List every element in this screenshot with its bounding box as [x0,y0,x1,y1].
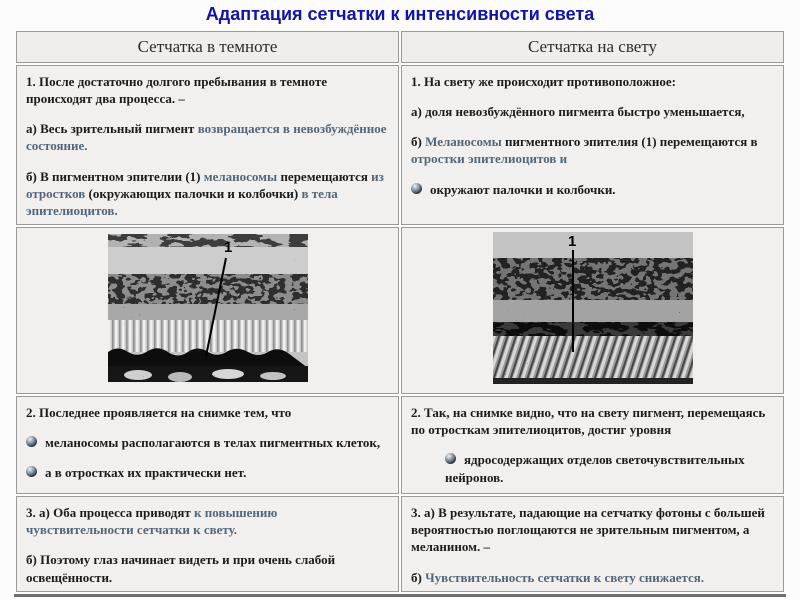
paragraph [26,73,388,107]
figure-label-1: 1 [223,239,232,257]
cell-light-micrograph [401,227,784,394]
text-run: перемещаются [277,168,372,184]
text-run: меланосомы располагаются в телах пигментных клеток, [45,435,381,451]
text-run: 2. Последнее проявляется на снимке тем, что [26,405,292,421]
paragraph [411,73,773,90]
paragraph [411,133,773,167]
retina-dark-micrograph [108,234,308,382]
paragraph [411,404,773,438]
paragraph [411,103,773,120]
adaptation-table [14,29,786,597]
text-run: в тела эпителиоцитов. [26,185,338,218]
bullet-item [411,181,773,198]
page-title: Адаптация сетчатки к интенсивности света [205,4,595,24]
text-run: 3. а) В результате, падающие на сетчатку фотоны с большей вероятностью поглощаются не зрительным пигментом, а меланином. – [411,505,765,555]
cell-dark-micrograph [16,227,399,394]
bullet-icon [445,453,456,464]
text-run: б) В пигментном эпителии (1) [26,168,204,184]
text-run: возвращается в невозбуждённое состояние. [26,121,387,154]
text-run: б) [411,134,426,150]
text-run: меланосомы [203,168,278,184]
bullet-item [445,451,773,485]
figure-label-1: 1 [567,233,576,251]
cell-dark-process [16,65,399,225]
text-run: 2. Так, на снимке видно, что на свету пигмент, перемещаясь по отросткам эпителиоцитов, достиг уровня [411,405,766,438]
text-run: Чувствительность сетчатки к свету снижается. [425,569,705,585]
text-run: пигментного эпителия (1) перемещаются в [501,134,758,150]
header-row [16,31,784,63]
text-run: окружают палочки и колбочки. [430,181,616,197]
cell-light-observation [401,396,784,494]
row-micrographs [16,227,784,394]
text-run: б) Поэтому глаз начинает видеть и при очень слабой освещённости. [26,552,336,585]
bullet-icon [26,466,37,477]
text-run: ядросодержащих отделов светочувствительных нейронов. [445,452,745,485]
text-run: (окружающих палочки и колбочки) [85,185,302,201]
header-cell-light: Сетчатка на свету [401,31,784,63]
bullet-icon [26,436,37,447]
paragraph [26,551,388,585]
paragraph [411,569,773,586]
paragraph [26,120,388,154]
text-run: а) Весь зрительный пигмент [26,121,198,137]
bullet-item [26,434,388,451]
text-run: Меланосомы [425,134,502,150]
row-process [16,65,784,225]
header-cell-darkness: Сетчатка в темноте [16,31,399,63]
paragraph [26,404,388,421]
bullet-item [26,464,388,481]
row-observation [16,396,784,494]
text-run: к повышению чувствительности сетчатки к свету. [26,505,278,538]
cell-dark-conclusion [16,496,399,592]
text-run: а) доля невозбуждённого пигмента быстро уменьшается, [411,104,745,120]
text-run: а в отростках их практически нет. [45,465,247,481]
cell-dark-observation [16,396,399,494]
text-run: отростки эпителиоцитов и [411,151,568,167]
retina-light-micrograph [493,232,693,384]
paragraph [26,504,388,538]
cell-light-process [401,65,784,225]
text-run: б) [411,569,426,585]
paragraph [26,168,388,219]
text-run: 1. После достаточно долгого пребывания в темноте происходят два процесса. – [26,74,327,107]
bullet-icon [411,183,422,194]
cell-light-conclusion [401,496,784,592]
text-run: из отростков [26,168,384,201]
text-run: 1. На свету же происходит противоположное: [411,74,676,89]
text-run: 3. а) Оба процесса приводят [26,505,195,521]
paragraph [411,504,773,555]
row-conclusion [16,496,784,592]
